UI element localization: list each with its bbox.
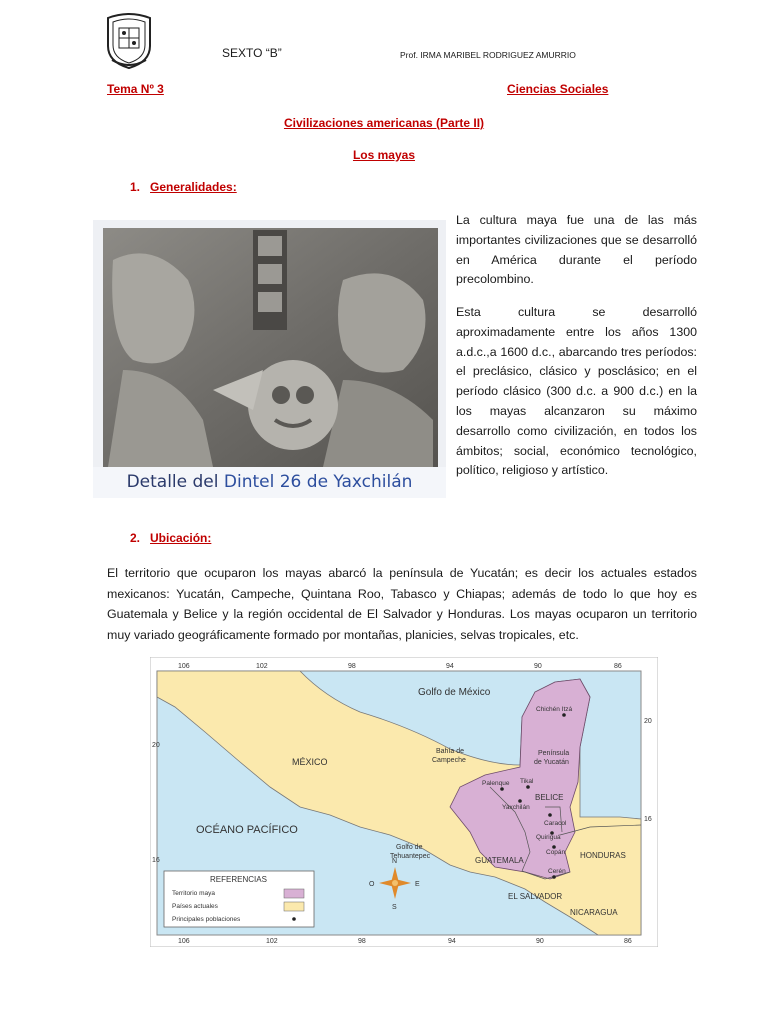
section1-number: 1. [130,180,141,194]
school-crest-logo [104,12,154,70]
lesson-title-wrap [0,116,768,130]
lesson-subtitle: Los mayas [352,148,416,162]
lat-tick-right: 16 [644,816,652,823]
photo-caption [93,467,446,498]
subject-name: Ciencias Sociales [507,82,609,96]
legend-title: REFERENCIAS [210,875,267,884]
lon-tick-bottom: 98 [358,938,366,945]
compass-s: S [392,904,397,911]
map-label-mexico: MÉXICO [292,757,328,767]
lat-tick-right: 20 [644,718,652,725]
lon-tick-top: 86 [614,663,622,670]
photo-caption-highlight: Dintel 26 de Yaxchilán [223,472,413,492]
lon-tick-bottom: 94 [448,938,456,945]
map-label-tehuantepec: Tehuantepec [390,853,431,860]
topic-number: Tema Nº 3 [107,82,164,96]
legend-item: Principales poblaciones [172,916,241,923]
dintel-26-photo [93,220,446,498]
legend-item: Territorio maya [172,890,215,897]
section2-number: 2. [130,531,141,545]
lon-tick-top: 106 [178,663,190,670]
paragraph-maya-periods: Esta cultura se desarrolló aproximadamente entre los años 1300 a.d.c.,a 1600 d.c., abarcando tres períodos: el preclásico, clásico y posclásico; en el período clásico (300 d.c. a 900 d.c.) en la los mayas alcanzaron su máximo desarrollo como civilización, en todos los ámbitos; social, económico tecnológico, político, religioso y artístico. [456,305,697,478]
map-label-honduras: HONDURAS [580,851,626,860]
map-label-yucatan: de Yucatán [534,759,569,766]
lon-tick-bottom: 86 [624,938,632,945]
paragraph-maya-culture: La cultura maya fue una de las más importantes civilizaciones que se desarrolló en América durante el período precolombino. [456,213,697,287]
lon-tick-bottom: 106 [178,938,190,945]
map-label-nicaragua: NICARAGUA [570,908,618,917]
map-label-campeche-bay: Campeche [432,757,466,764]
section1-title: Generalidades: [150,180,237,194]
lesson-subtitle-wrap [0,148,768,162]
city-label: Chichén Itzá [536,706,573,713]
city-label: Quiriguá [536,834,561,841]
teacher-name: Prof. IRMA MARIBEL RODRIGUEZ AMURRIO [400,50,576,60]
lat-tick-left: 20 [152,742,160,749]
map-legend [164,871,314,927]
grade-label: SEXTO “B” [222,46,282,60]
lesson-title: Civilizaciones americanas (Parte II) [283,116,485,130]
lon-tick-top: 98 [348,663,356,670]
city-label: Copán [546,849,566,856]
city-label: Yaxchilán [502,804,530,811]
lon-tick-top: 90 [534,663,542,670]
city-label: Caracol [544,820,567,827]
map-label-pacific: OCÉANO PACÍFICO [196,824,298,836]
photo-caption-prefix: Detalle del [126,472,219,492]
compass-n: N [392,858,398,865]
city-label: Cerén [548,868,566,875]
lon-tick-top: 94 [446,663,454,670]
map-label-campeche-bay: Bahía de [436,748,465,755]
section2-heading [130,531,211,545]
compass-o: O [369,881,375,888]
map-label-tehuantepec: Golfo de [396,844,423,851]
paragraph-location: El territorio que ocuparon los mayas abarcó la península de Yucatán; es decir los actuales estados mexicanos: Yucatán, Campeche, Quintana Roo, Tabasco y Chiapas; además de todo lo que hoy es Guatemala y Belice y la región occidental de El Salvador y Honduras. Los mayas ocuparon un territorio muy variado geográficamente formado por montañas, planicies, selvas tropicales, etc. [107,566,697,642]
map-label-el-salvador: EL SALVADOR [508,892,563,901]
lon-tick-bottom: 102 [266,938,278,945]
city-label: Tikal [520,778,534,785]
legend-item: Países actuales [172,903,218,910]
map-label-belice: BELICE [535,793,564,802]
section2-title: Ubicación: [150,531,212,545]
city-label: Palenque [482,780,510,787]
map-label-gulf: Golfo de México [418,687,491,698]
lat-tick-left: 16 [152,857,160,864]
lon-tick-top: 102 [256,663,268,670]
maya-territory-map [150,657,658,947]
lon-tick-bottom: 90 [536,938,544,945]
map-label-yucatan: Península [538,750,570,757]
map-label-guatemala: GUATEMALA [475,856,524,865]
compass-e: E [415,881,420,888]
section1-heading [130,180,237,194]
